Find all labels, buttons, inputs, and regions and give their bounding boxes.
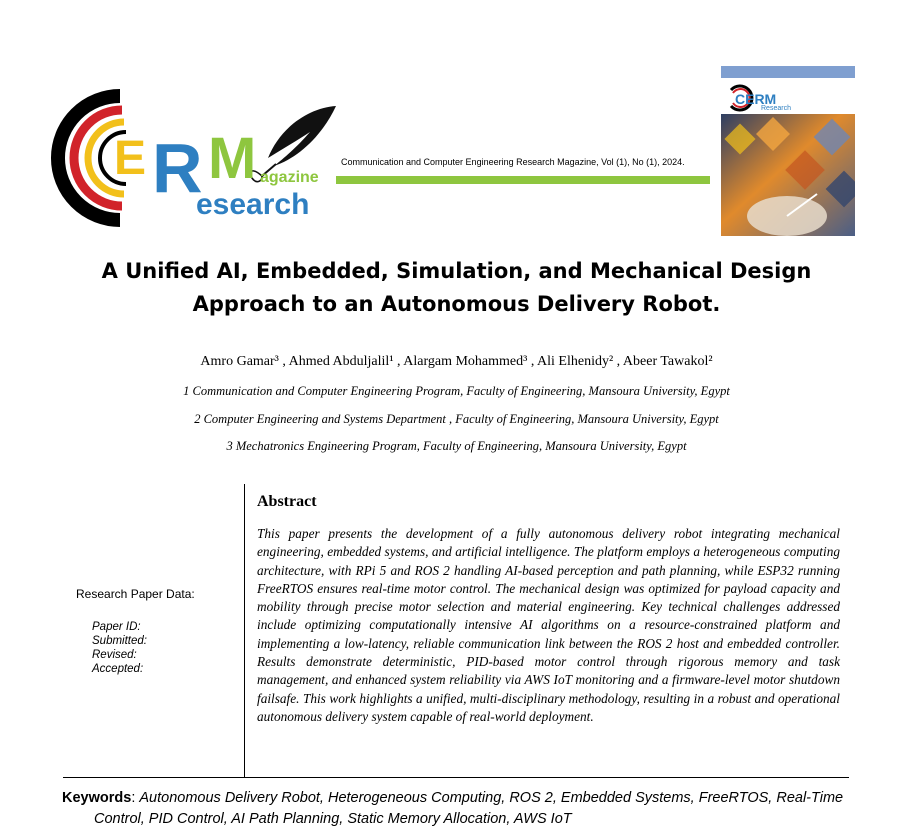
horizontal-divider [63, 777, 849, 778]
abstract-heading: Abstract [257, 493, 317, 510]
logo-letter-r: R [152, 129, 203, 207]
cover-logo-word: Research [761, 105, 791, 112]
paper-id-field: Paper ID: [92, 621, 141, 633]
cerm-logo [48, 88, 340, 228]
accepted-field: Accepted: [92, 663, 144, 675]
journal-cover-image [721, 66, 855, 236]
header-divider [336, 176, 710, 184]
paper-title-line-1: A Unified AI, Embedded, Simulation, and Mechanical Design [101, 259, 812, 283]
paper-title-line-2: Approach to an Autonomous Delivery Robot. [192, 292, 721, 316]
keywords-colon: : [131, 790, 140, 806]
keywords-label: Keywords [62, 790, 132, 806]
affiliation-2: 2 Computer Engineering and Systems Department , Faculty of Engineering, Mansoura University, Egypt [194, 412, 719, 426]
affiliation-1: 1 Communication and Computer Engineering Program, Faculty of Engineering, Mansoura University, Egypt [183, 384, 730, 398]
author-list: Amro Gamar³ , Ahmed Abduljalil¹ , Alargam Mohammed³ , Ali Elhenidy² , Abeer Tawakol² [200, 354, 713, 369]
keywords-line-1: Autonomous Delivery Robot, Heterogeneous Computing, ROS 2, Embedded Systems, FreeRTOS, Real-Time [139, 790, 844, 806]
keywords-section [62, 788, 862, 830]
research-paper-data-heading: Research Paper Data: [76, 587, 195, 601]
logo-letter-m: M [208, 126, 257, 191]
logo-word-magazine: agazine [260, 169, 319, 186]
cover-logo: CERM [735, 91, 777, 107]
keywords-line-2: Control, PID Control, AI Path Planning, Static Memory Allocation, AWS IoT [94, 811, 572, 827]
vertical-divider [244, 484, 245, 777]
revised-field: Revised: [92, 649, 137, 661]
logo-letter-e: E [114, 132, 147, 185]
abstract-body: This paper presents the development of a fully autonomous delivery robot integrating mechanical engineering, embedded systems, and artificial intelligence. The platform employs a heterogeneous computing architecture, with RPi 5 and ROS 2 handling AI-based perception and path planning, while ESP32 running FreeRTOS ensures real-time motor control. The mechanical design was optimized for payload capacity and mobility through precise motor selection and material engineering. Key technical challenges addressed include optimizing computationally intensive AI algorithms on a resource-constrained platform and implementing a low-latency, reliable communication link between the ROS 2 host and embedded controller. Results demonstrate deterministic, PID-based motor control through rigorous memory and task management, and enhanced system reliability via AWS IoT monitoring and a firmware-level motor shutdown failsafe. This work highlights a unified, multi-disciplinary methodology, resulting in a robust and operational autonomous delivery system capable of real-world deployment. [257, 526, 840, 724]
journal-citation: Communication and Computer Engineering Research Magazine, Vol (1), No (1), 2024. [341, 157, 685, 167]
submitted-field: Submitted: [92, 635, 147, 647]
paper-title [40, 255, 873, 321]
cover-artwork [721, 66, 855, 236]
logo-word-research: esearch [196, 188, 310, 221]
affiliation-3: 3 Mechatronics Engineering Program, Faculty of Engineering, Mansoura University, Egypt [226, 439, 687, 453]
